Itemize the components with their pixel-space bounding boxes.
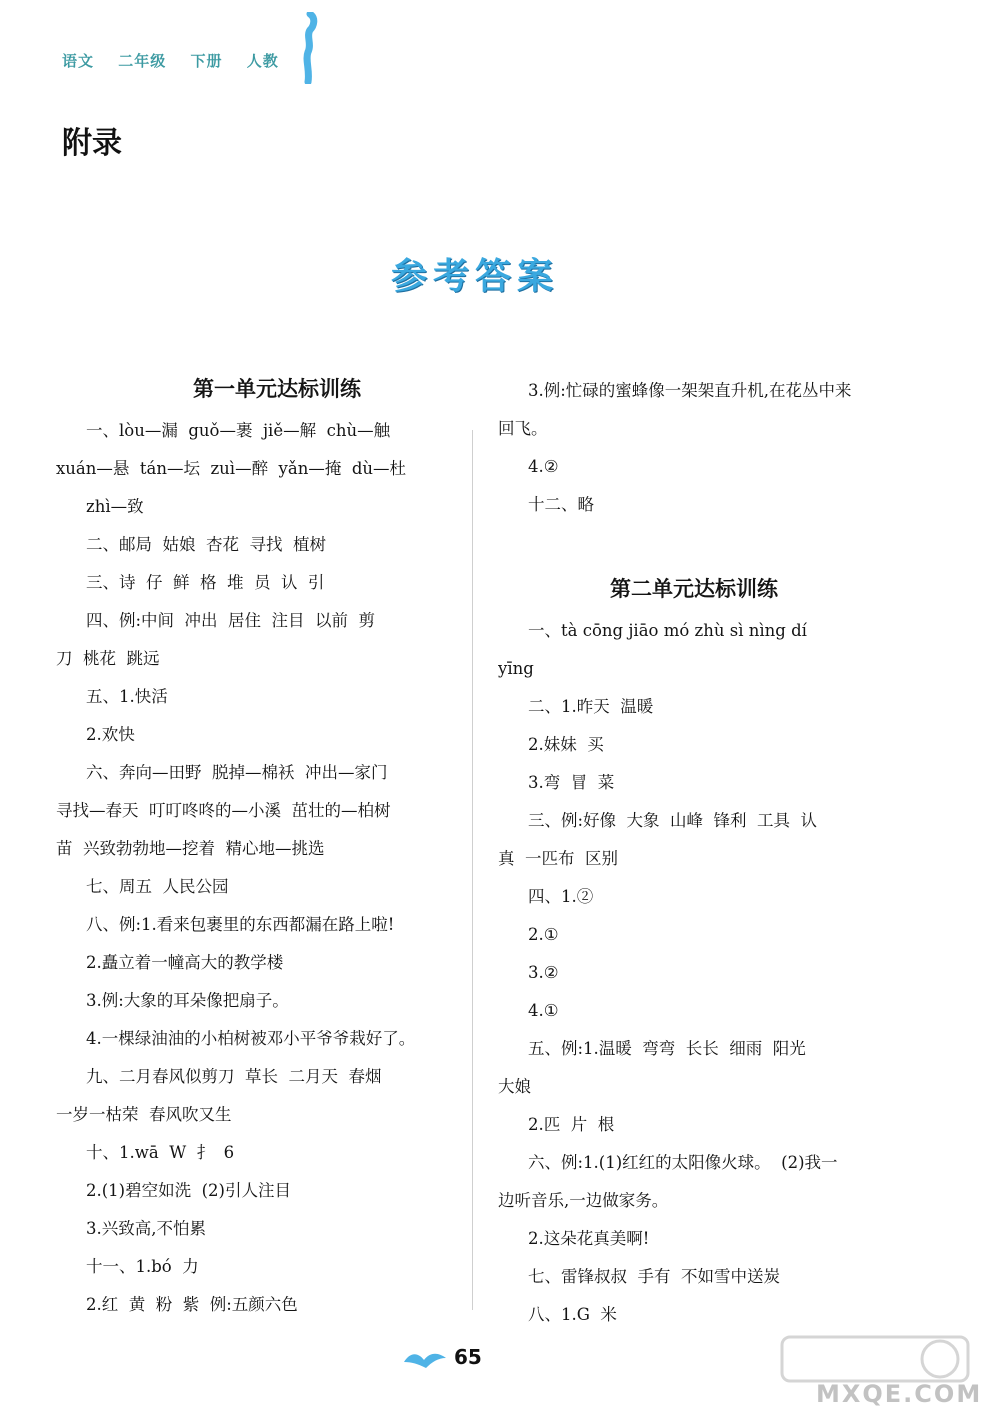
answer-line: 八、1.G 米 — [528, 1305, 617, 1324]
unit-1-title: 第一单元达标训练 — [193, 377, 361, 401]
answer-line: 2.① — [528, 925, 559, 944]
header-volume: 下册 — [190, 52, 223, 70]
answer-line: 3.② — [528, 963, 559, 982]
watermark-text: MXQE.COM — [816, 1380, 983, 1408]
answer-line: 十、1.wā W 扌 6 — [86, 1143, 235, 1162]
bird-icon — [402, 1348, 448, 1370]
header-edition: 人教 — [246, 52, 279, 70]
answer-line: 3.兴致高,不怕累 — [86, 1219, 206, 1238]
answer-line: 2.矗立着一幢高大的教学楼 — [86, 953, 284, 972]
left-column — [56, 372, 448, 1324]
answer-line: 四、1.② — [528, 887, 594, 906]
answer-line: 四、例:中间 冲出 居住 注目 以前 剪 — [86, 611, 376, 630]
answer-line: 五、1.快活 — [86, 687, 168, 706]
answer-line: 4.① — [528, 1001, 559, 1020]
answer-line: 3.例:忙碌的蜜蜂像一架架直升机,在花丛中来 — [528, 381, 852, 400]
right-column — [498, 372, 890, 1334]
answer-line: 3.弯 冒 菜 — [528, 773, 615, 792]
answer-line: xuán—悬 tán—坛 zuì—醉 yǎn—掩 dù—杜 — [56, 459, 407, 478]
page-title: 参考答案 — [390, 255, 559, 297]
answer-line: 六、奔向—田野 脱掉—棉袄 冲出—家门 — [86, 763, 388, 782]
answer-line: 一、tà cōng jiāo mó zhù sì nìng dí — [528, 621, 807, 640]
answer-line: 2.匹 片 根 — [528, 1115, 615, 1134]
answer-line: 回飞。 — [498, 419, 548, 438]
answer-line: 边听音乐,一边做家务。 — [498, 1191, 669, 1210]
unit-2-title: 第二单元达标训练 — [610, 577, 778, 601]
answer-line: 五、例:1.温暖 弯弯 长长 细雨 阳光 — [528, 1039, 806, 1058]
answer-line: 2.妹妹 买 — [528, 735, 604, 754]
answer-line: 大娘 — [498, 1077, 531, 1096]
header-grade: 二年级 — [118, 52, 167, 70]
answer-line: yīng — [498, 659, 534, 678]
answer-line: 寻找—春天 叮叮咚咚的—小溪 茁壮的—柏树 — [56, 801, 391, 820]
answer-line: 十二、略 — [528, 495, 594, 514]
header-subject: 语文 — [62, 52, 95, 70]
answer-line: 八、例:1.看来包裹里的东西都漏在路上啦! — [86, 915, 395, 934]
answer-line: 2.欢快 — [86, 725, 135, 744]
page-number: 65 — [454, 1345, 482, 1369]
answer-line: 4.一棵绿油油的小柏树被邓小平爷爷栽好了。 — [86, 1029, 416, 1048]
book-header — [62, 50, 297, 71]
answer-line: 六、例:1.(1)红红的太阳像火球。 (2)我一 — [528, 1153, 838, 1172]
answer-line: 十一、1.bó 力 — [86, 1257, 199, 1276]
answer-line: 七、周五 人民公园 — [86, 877, 229, 896]
answer-line: 三、诗 仔 鲜 格 堆 员 认 引 — [86, 573, 325, 592]
unit-1-answers — [56, 412, 448, 1324]
header-decoration-icon — [296, 12, 322, 84]
answer-line: 真 一匹布 区别 — [498, 849, 618, 868]
answer-line: 苗 兴致勃勃地—挖着 精心地—挑选 — [56, 839, 325, 858]
answer-line: zhì—致 — [86, 497, 144, 516]
unit-1-answers-continued — [498, 372, 890, 524]
answer-line: 3.例:大象的耳朵像把扇子。 — [86, 991, 289, 1010]
answer-line: 九、二月春风似剪刀 草长 二月天 春烟 — [86, 1067, 382, 1086]
answer-line: 2.这朵花真美啊! — [528, 1229, 650, 1248]
answer-line: 2.红 黄 粉 紫 例:五颜六色 — [86, 1295, 298, 1314]
answer-line: 一岁一枯荣 春风吹又生 — [56, 1105, 232, 1124]
answer-line: 七、雷锋叔叔 手有 不如雪中送炭 — [528, 1267, 780, 1286]
answer-line: 一、lòu—漏 guǒ—裹 jiě—解 chù—触 — [86, 421, 391, 440]
answer-line: 二、邮局 姑娘 杏花 寻找 植树 — [86, 535, 326, 554]
appendix-heading: 附录 — [62, 126, 122, 161]
unit-2-answers — [498, 612, 890, 1334]
column-divider — [472, 430, 473, 1310]
answer-line: 二、1.昨天 温暖 — [528, 697, 654, 716]
answer-line: 4.② — [528, 457, 559, 476]
answer-line: 2.(1)碧空如洗 (2)引人注目 — [86, 1181, 291, 1200]
answer-line: 三、例:好像 大象 山峰 锋利 工具 认 — [528, 811, 818, 830]
answer-line: 刀 桃花 跳远 — [56, 649, 160, 668]
